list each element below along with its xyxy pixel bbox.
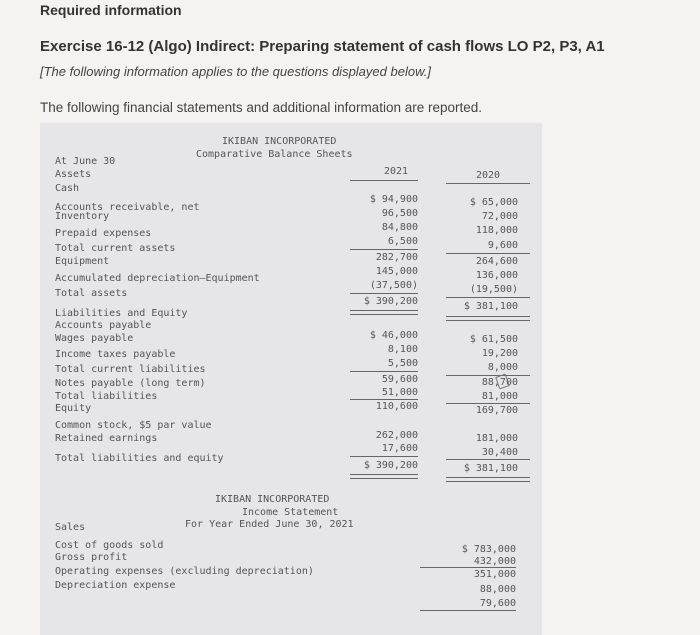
bs-value-2020: 118,000 [475,225,518,236]
balance-sheet-title: Comparative Balance Sheets [196,149,353,160]
bs-row-label: Equity [55,403,92,414]
total-double-underline [350,310,418,315]
intro-text: The following financial statements and additional information are reported. [40,100,483,115]
bs-value-2021: 110,600 [375,401,418,412]
bs-row-label: Retained earnings [55,433,158,444]
bs-value-2021: $ 94,900 [369,194,418,205]
bs-value-2021: 6,500 [387,236,418,247]
is-row-label: Operating expenses (excluding depreciation) [55,566,314,577]
is-row-label: Depreciation expense [55,580,176,591]
total-double-underline [446,316,530,321]
is-row-label: Gross profit [55,552,128,563]
bs-row-label: Total liabilities [55,391,158,402]
is-value: $ 783,000 [461,544,516,555]
bs-row-label: Income taxes payable [55,349,176,360]
col-underline-2020 [446,183,530,184]
bs-value-2020: 30,400 [481,447,518,458]
subtotal-underline [446,297,530,298]
income-statement-period: For Year Ended June 30, 2021 [185,519,354,530]
bs-value-2020: 9,600 [487,240,518,251]
bs-row-label: Common stock, $5 par value [55,420,212,431]
total-double-underline [446,477,530,482]
bs-row-label: Liabilities and Equity [55,308,188,319]
subtotal-underline [446,403,530,404]
bs-value-2020: $ 381,100 [463,463,518,474]
bs-value-2020: 264,600 [475,256,518,267]
bs-row-label: Total current assets [55,243,176,254]
bs-value-2020: 81,000 [481,391,518,402]
col-header-2021: 2021 [384,166,409,177]
info-note: [The following information applies to the questions displayed below.] [40,64,431,79]
bs-row-label: Equipment [55,256,110,267]
bs-value-2020: 8,000 [487,362,518,373]
is-row-label: Cost of goods sold [55,540,164,551]
is-value: 351,000 [473,569,516,580]
bs-value-2020: 169,700 [475,405,518,416]
bs-row-label: Notes payable (long term) [55,378,206,389]
subtotal-underline [446,375,530,376]
col-header-2020: 2020 [476,170,501,181]
bs-value-2020: 88,700 [481,377,518,388]
subtotal-underline [420,610,516,611]
bs-row-label: Cash [55,183,80,194]
bs-value-2021: 51,000 [381,387,418,398]
bs-value-2021: 8,100 [387,344,418,355]
bs-value-2020: 136,000 [475,270,518,281]
exercise-title: Exercise 16-12 (Algo) Indirect: Preparing statement of cash flows LO P2, P3, A1 [40,38,605,55]
subtotal-underline [350,399,418,400]
bs-row-label: Accumulated depreciation—Equipment [55,273,260,284]
bs-value-2020: 19,200 [481,348,518,359]
bs-value-2021: 145,000 [375,266,418,277]
total-double-underline [350,474,418,479]
subtotal-underline [420,567,516,568]
bs-row-label: Accounts payable [55,320,152,331]
subtotal-underline [446,253,530,254]
subtotal-underline [350,293,418,294]
bs-value-2021: $ 390,200 [363,460,418,471]
required-information-heading: Required information [40,2,182,18]
bs-value-2020: $ 61,500 [469,334,518,345]
bs-value-2020: 181,000 [475,433,518,444]
bs-row-label: Total current liabilities [55,364,206,375]
bs-value-2021: 282,700 [375,252,418,263]
subtotal-underline [446,459,530,460]
income-statement-title: Income Statement [242,507,339,518]
bs-row-label: Wages payable [55,333,134,344]
subtotal-underline [350,456,418,457]
bs-value-2020: $ 381,100 [463,301,518,312]
bs-value-2021: 84,800 [381,222,418,233]
bs-value-2021: 5,500 [387,358,418,369]
is-value: 79,600 [479,598,516,609]
bs-value-2021: $ 390,200 [363,296,418,307]
is-value: 88,000 [479,584,516,595]
bs-value-2021: 59,600 [381,374,418,385]
bs-value-2021: 96,500 [381,208,418,219]
bs-row-label: Assets [55,169,92,180]
bs-row-label: Inventory [55,211,110,222]
bs-value-2021: $ 46,000 [369,330,418,341]
is-row-label: Sales [55,522,86,533]
bs-row-label: Prepaid expenses [55,228,152,239]
bs-row-label: Total liabilities and equity [55,453,224,464]
bs-value-2021: 17,600 [381,443,418,454]
income-statement-company: IKIBAN INCORPORATED [215,494,330,505]
bs-value-2020: (19,500) [469,284,518,295]
bs-value-2020: $ 65,000 [469,197,518,208]
bs-value-2021: (37,500) [369,280,418,291]
bs-row-label: Accounts receivable, net [55,202,200,213]
bs-value-2021: 262,000 [375,430,418,441]
subtotal-underline [350,371,418,372]
balance-sheet-company: IKIBAN INCORPORATED [222,136,337,147]
bs-row-label: Total assets [55,288,128,299]
col-underline-2021 [350,180,418,181]
subtotal-underline [350,249,418,250]
bs-value-2020: 72,000 [481,211,518,222]
is-value: 432,000 [473,556,516,567]
balance-sheet-date: At June 30 [55,156,116,167]
